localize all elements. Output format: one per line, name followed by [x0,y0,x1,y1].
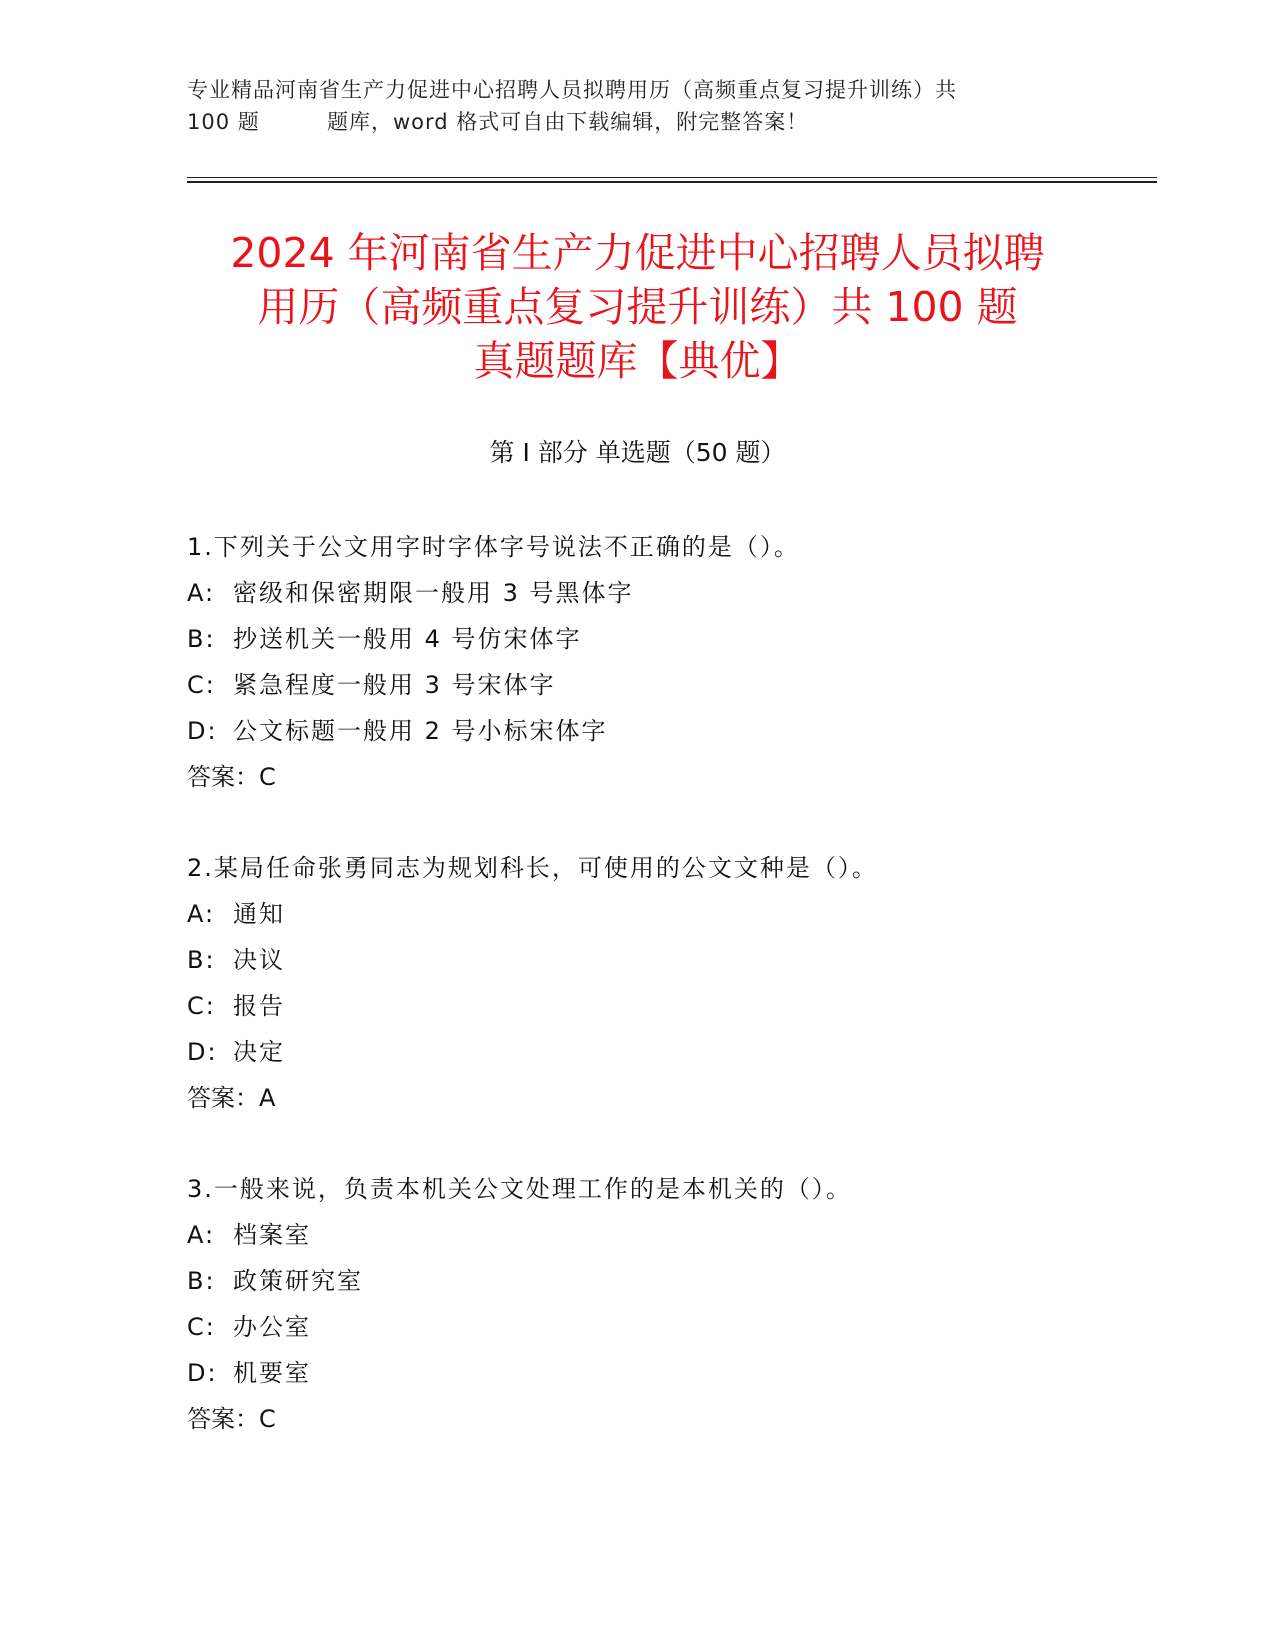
document-title [180,226,1095,388]
option-letter: D: [187,1038,218,1066]
option-c [187,1304,1147,1350]
header-line-2 [187,106,1087,138]
header-divider-thick [187,181,1157,183]
option-b [187,616,1147,662]
option-text: 办公室 [233,1313,311,1341]
option-text: 公文标题一般用 2 号小标宋体字 [233,717,608,745]
header-question-count: 100 题 [187,110,260,134]
option-text: 决议 [233,946,285,974]
question-item [187,845,1147,1121]
option-letter: C: [187,671,216,699]
page-header [187,74,1087,138]
option-text: 政策研究室 [233,1267,363,1295]
option-letter: A: [187,579,216,607]
title-line-3: 真题题库【典优】 [473,337,802,385]
answer-line: 答案：C [187,763,276,791]
option-letter: C: [187,1313,216,1341]
header-description: 题库，word 格式可自由下载编辑，附完整答案！ [327,110,809,134]
option-c [187,662,1147,708]
option-text: 密级和保密期限一般用 3 号黑体字 [233,579,634,607]
question-stem: 3.一般来说，负责本机关公文处理工作的是本机关的（）。 [187,1175,852,1203]
option-letter: B: [187,946,216,974]
option-text: 档案室 [233,1221,311,1249]
answer-line: 答案：C [187,1405,276,1433]
option-d [187,1350,1147,1396]
section-title: 第 I 部分 单选题（50 题） [489,438,786,467]
option-a [187,570,1147,616]
option-letter: B: [187,1267,216,1295]
option-letter: B: [187,625,216,653]
question-item [187,1166,1147,1442]
option-text: 决定 [233,1038,285,1066]
title-line-2: 用历（高频重点复习提升训练）共 100 题 [257,283,1018,331]
option-letter: A: [187,1221,216,1249]
option-letter: C: [187,992,216,1020]
option-d [187,1029,1147,1075]
question-stem: 1.下列关于公文用字时字体字号说法不正确的是（）。 [187,533,800,561]
question-stem: 2.某局任命张勇同志为规划科长，可使用的公文文种是（）。 [187,854,878,882]
option-text: 抄送机关一般用 4 号仿宋体字 [233,625,582,653]
header-divider-thin [187,177,1157,178]
option-c [187,983,1147,1029]
option-text: 机要室 [233,1359,311,1387]
option-d [187,708,1147,754]
answer-line: 答案：A [187,1084,276,1112]
option-a [187,891,1147,937]
option-b [187,937,1147,983]
header-line-1: 专业精品河南省生产力促进中心招聘人员拟聘用历（高频重点复习提升训练）共 [187,78,957,102]
option-letter: D: [187,1359,218,1387]
option-letter: D: [187,717,218,745]
question-item [187,524,1147,800]
option-a [187,1212,1147,1258]
option-b [187,1258,1147,1304]
option-text: 紧急程度一般用 3 号宋体字 [233,671,556,699]
option-text: 通知 [233,900,285,928]
question-list [187,524,1147,1487]
option-letter: A: [187,900,216,928]
option-text: 报告 [233,992,285,1020]
title-line-1: 2024 年河南省生产力促进中心招聘人员拟聘 [230,229,1045,277]
